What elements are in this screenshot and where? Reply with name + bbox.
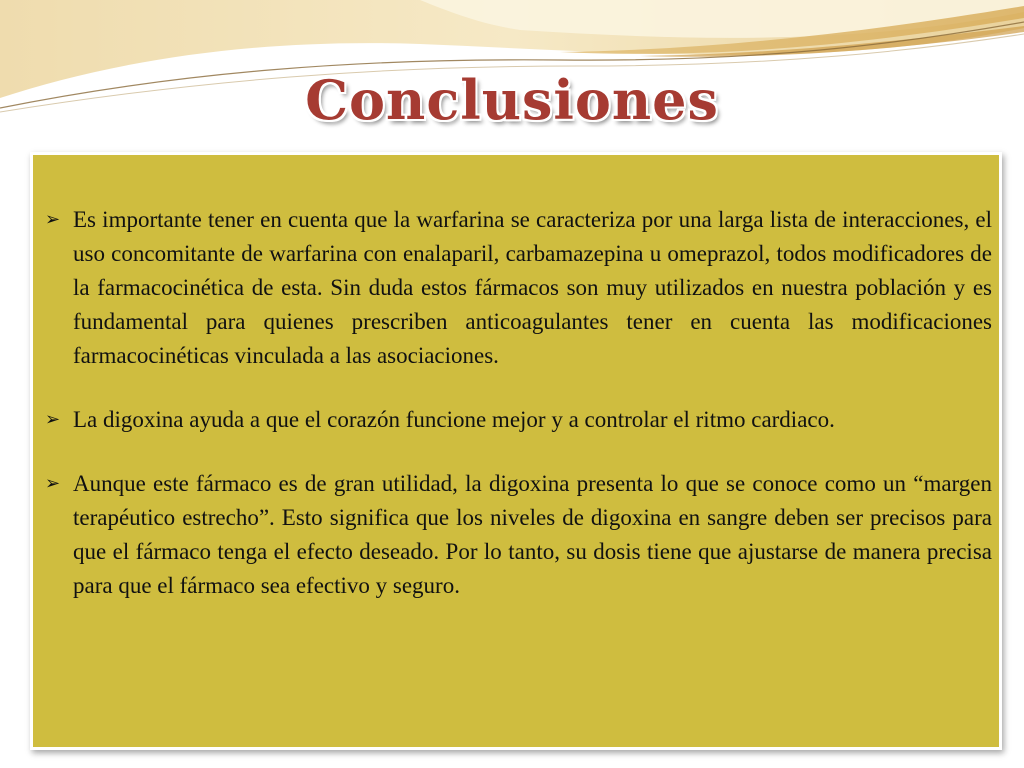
arrowhead-bullet-icon: ➢ xyxy=(45,409,61,430)
arrowhead-bullet-icon: ➢ xyxy=(45,473,61,494)
bullet-text: Aunque este fármaco es de gran utilidad, la digoxina presenta lo que se conoce como un “margen terapéutico estrecho”. Esto significa que los niveles de digoxina en sangre deben ser precisos para que el fármaco tenga el efecto deseado. Por lo tanto, su dosis tiene que ajustarse de manera precisa para que el fármaco sea efectivo y seguro. xyxy=(73,471,992,598)
bullet-text: Es importante tener en cuenta que la warfarina se caracteriza por una larga lista de interacciones, el uso concomitante de warfarina con enalaparil, carbamazepina u omeprazol, todos modificadores de la farmacocinética de esta. Sin duda estos fármacos son muy utilizados en nuestra población y es fundamental para quienes prescriben anticoagulantes tener en cuenta las modificaciones farmacocinéticas vinculada a las asociaciones. xyxy=(73,207,992,368)
list-item xyxy=(41,203,992,373)
page-title: Conclusiones xyxy=(305,68,719,132)
list-item xyxy=(41,467,992,603)
list-item xyxy=(41,403,992,437)
content-box xyxy=(30,152,1002,750)
bullet-list xyxy=(41,203,992,603)
arrowhead-bullet-icon: ➢ xyxy=(45,209,61,230)
bullet-text: La digoxina ayuda a que el corazón funcione mejor y a controlar el ritmo cardiaco. xyxy=(73,407,835,432)
